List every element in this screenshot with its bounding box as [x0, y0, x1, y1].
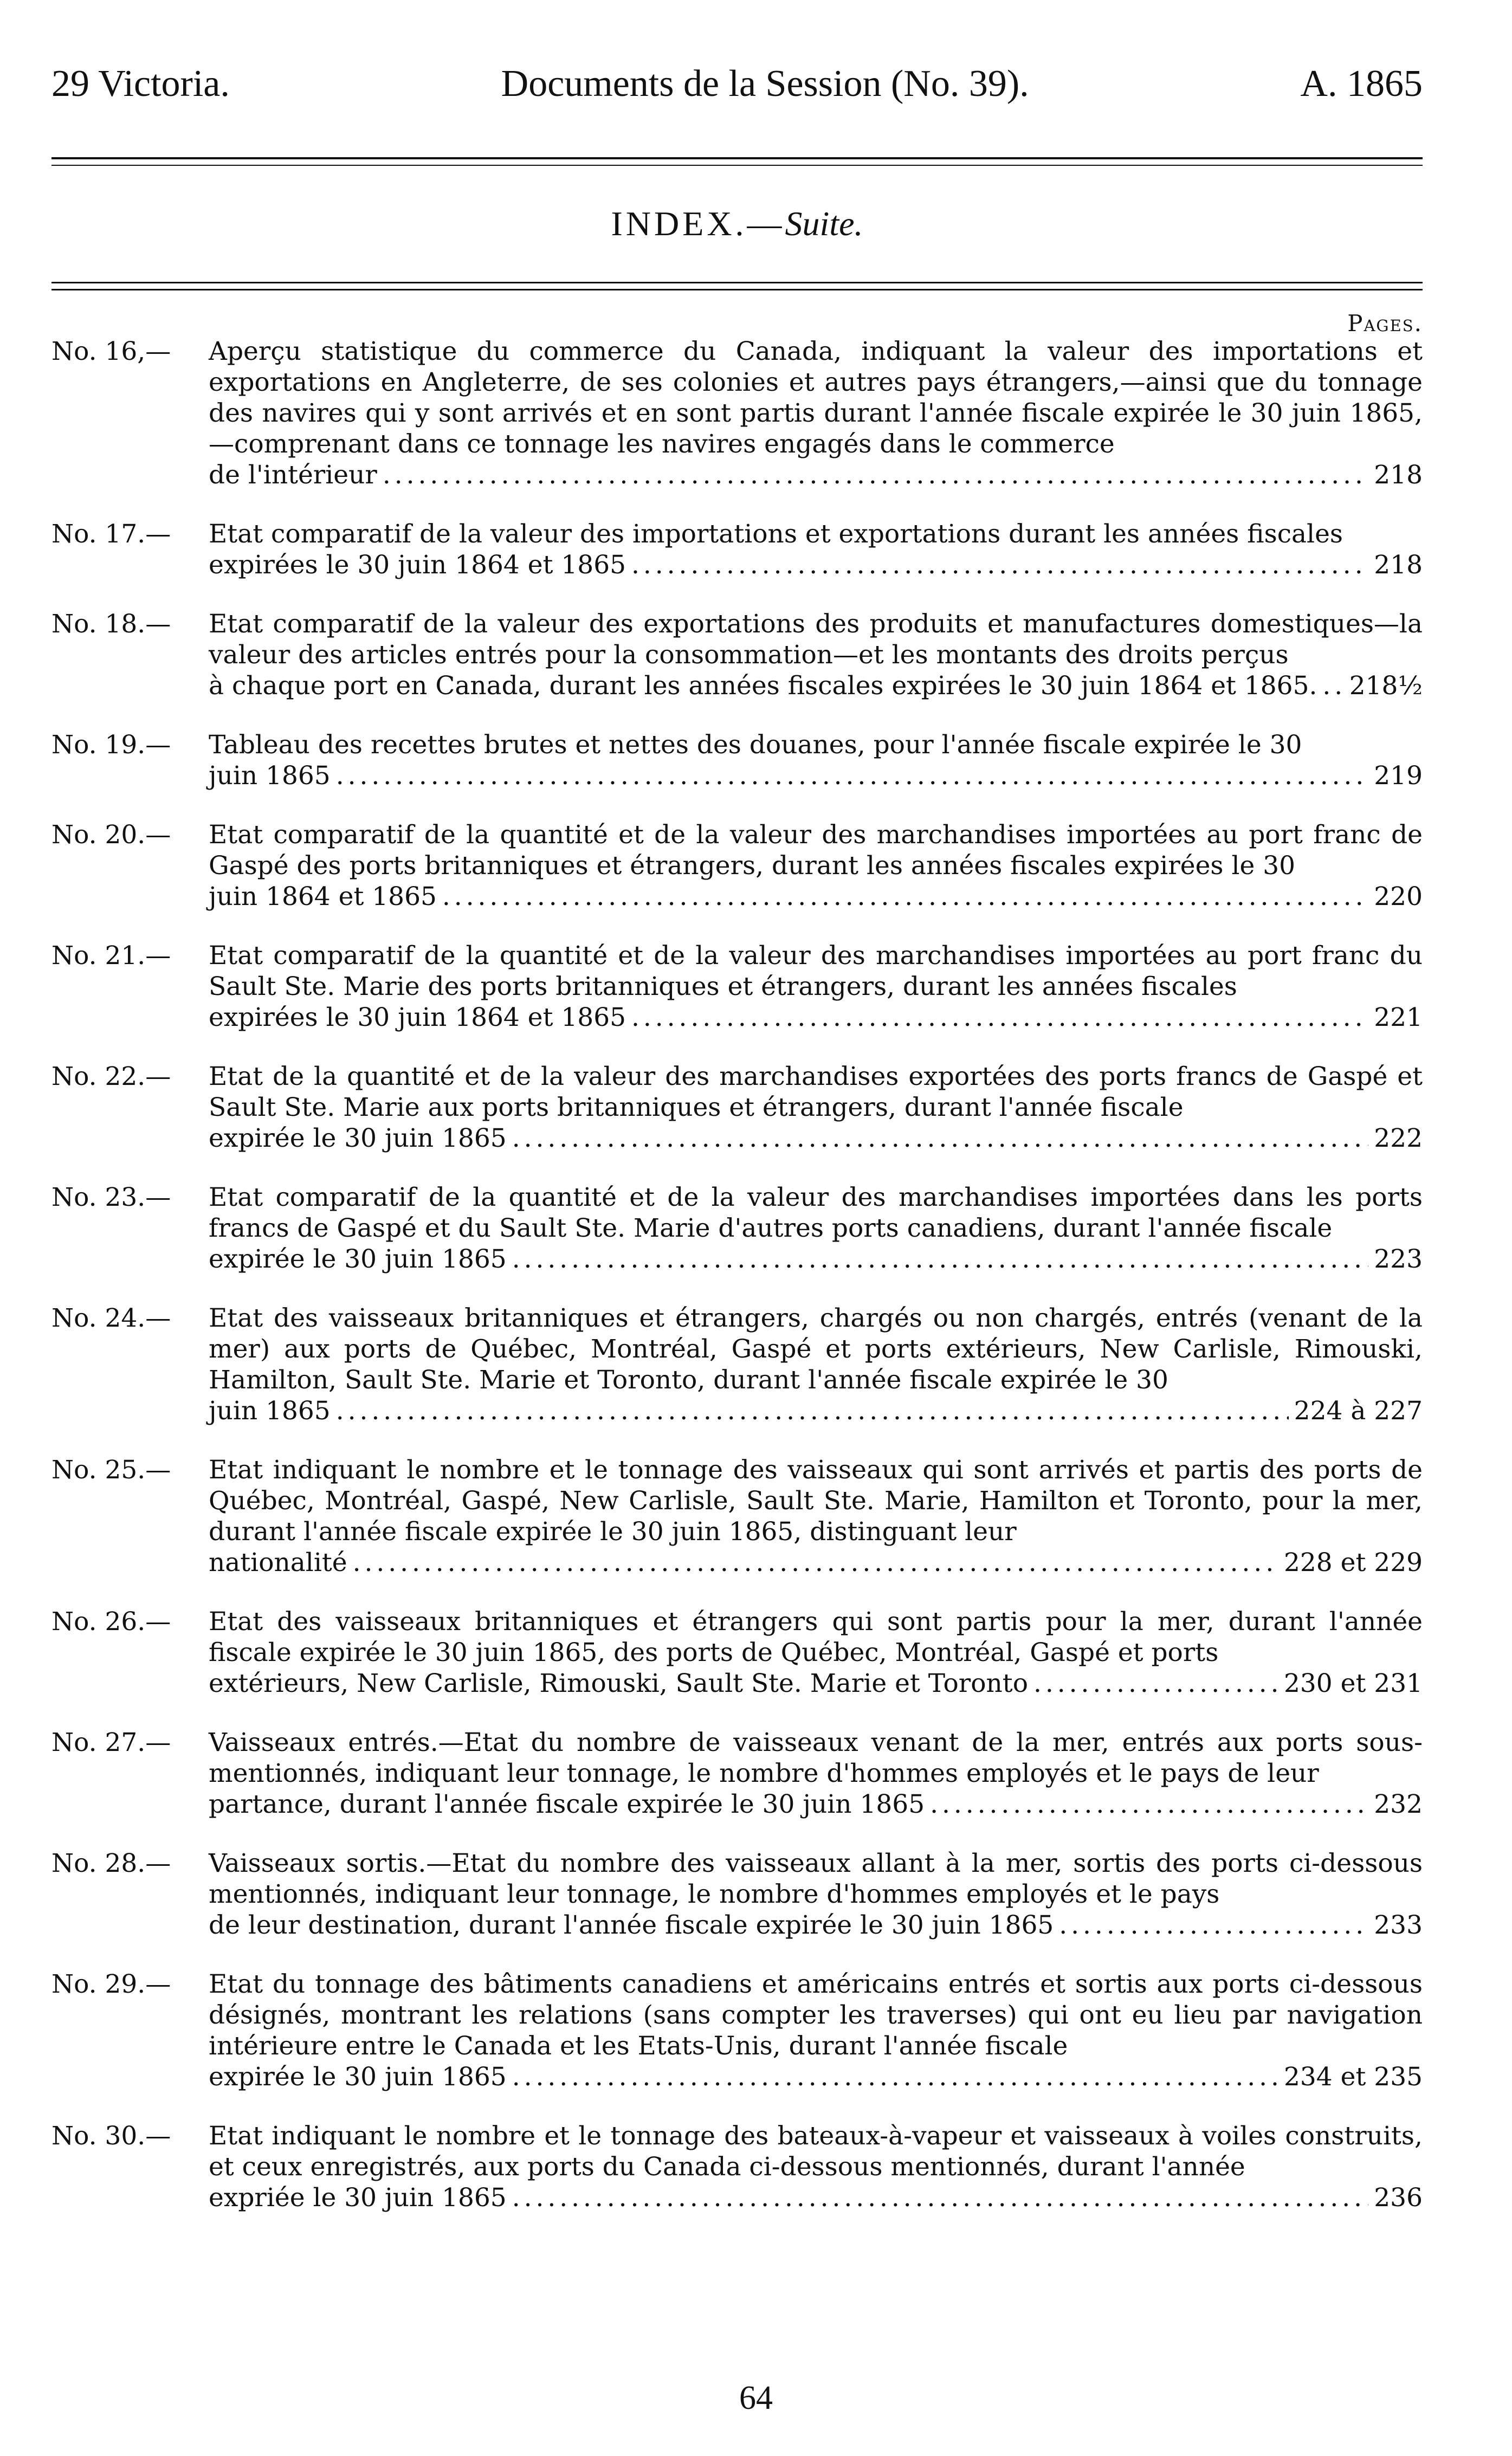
entry-last-text: expriée le 30 juin 1865 [209, 2183, 507, 2213]
entry-last-line [209, 670, 1423, 701]
entry-number: No. 25.— [51, 1455, 171, 1485]
dot-leader [512, 1123, 1369, 1154]
entry-number: No. 27.— [51, 1728, 171, 1757]
running-header [51, 65, 1423, 103]
dot-leader [336, 1395, 1289, 1426]
entry-page-reference: 224 à 227 [1294, 1396, 1423, 1426]
entry-last-text: expirée le 30 juin 1865 [209, 2062, 507, 2092]
index-entry [51, 1303, 1423, 1426]
entry-last-text: expirées le 30 juin 1864 et 1865 [209, 550, 626, 580]
entry-last-text: juin 1865 [209, 761, 331, 791]
page [51, 65, 1423, 2241]
index-entry [51, 1848, 1423, 1941]
entry-last-line [209, 1547, 1423, 1578]
index-entry [51, 519, 1423, 580]
entry-last-text: expirées le 30 juin 1864 et 1865 [209, 1003, 626, 1032]
entry-description: Etat comparatif de la valeur des importations et exportations durant les années fiscales [209, 519, 1343, 549]
entry-description: Etat comparatif de la quantité et de la valeur des marchandises importées dans les ports francs de Gaspé et du Sault Ste. Marie d'autres ports canadiens, durant l'année fiscale [209, 1182, 1423, 1243]
entry-page-reference: 236 [1374, 2183, 1423, 2213]
entry-description: Etat comparatif de la quantité et de la valeur des marchandises importées au port franc du Sault Ste. Marie des ports britanniques et étrangers, durant les années fiscales [209, 941, 1423, 1001]
header-rule [51, 157, 1423, 166]
entry-description: Tableau des recettes brutes et nettes des douanes, pour l'année fiscale expirée le 30 [209, 730, 1302, 760]
entry-last-text: de l'intérieur [209, 460, 377, 490]
index-entry [51, 729, 1423, 791]
index-title-suite: Suite. [785, 204, 863, 243]
entry-last-line [209, 1668, 1423, 1699]
entry-last-line [209, 1123, 1423, 1154]
entry-description: Etat du tonnage des bâtiments canadiens et américains entrés et sortis aux ports ci-dessous désignés, montrant les relations (sans compter les traverses) qui ont eu lieu par navigation intérieure entre le Canada et les Etats-Unis, durant l'année fiscale [209, 1969, 1423, 2061]
entry-page-reference: 218 [1374, 550, 1423, 580]
dot-leader [383, 460, 1368, 490]
entry-number: No. 21.— [51, 941, 171, 971]
header-left: 29 Victoria. [51, 63, 230, 105]
entry-description: Etat comparatif de la valeur des exportations des produits et manufactures domestiques—la valeur des articles entrés pour la consommation—et les montants des droits perçus [209, 609, 1423, 670]
pages-column-label: Pages. [1347, 310, 1423, 337]
entry-page-reference: 233 [1374, 1910, 1423, 1940]
entry-page-reference: 234 et 235 [1284, 2062, 1423, 2092]
dot-leader [353, 1547, 1278, 1578]
entry-description: Vaisseaux entrés.—Etat du nombre de vaisseaux venant de la mer, entrés aux ports sous-mentionnés, indiquant leur tonnage, le nombre d'hommes employés et le pays de leur [209, 1728, 1423, 1788]
entry-number: No. 28.— [51, 1849, 171, 1878]
index-entry [51, 1061, 1423, 1154]
dot-leader [1033, 1668, 1278, 1699]
entry-last-line [209, 2061, 1423, 2092]
entry-page-reference: 222 [1374, 1123, 1423, 1153]
index-entry [51, 1606, 1423, 1699]
entry-description: Vaisseaux sortis.—Etat du nombre des vaisseaux allant à la mer, sortis des ports ci-dessous mentionnés, indiquant leur tonnage, le nombre d'hommes employés et le pays [209, 1849, 1423, 1909]
entry-number: No. 29.— [51, 1969, 171, 1999]
dot-leader [930, 1789, 1368, 1820]
entry-page-reference: 218½ [1349, 671, 1423, 701]
entry-last-text: partance, durant l'année fiscale expirée le 30 juin 1865 [209, 1789, 925, 1819]
entry-last-line [209, 760, 1423, 791]
entry-page-reference: 232 [1374, 1789, 1423, 1819]
dot-leader [442, 881, 1368, 912]
entry-last-text: expirée le 30 juin 1865 [209, 1123, 507, 1153]
header-right: A. 1865 [1300, 63, 1423, 105]
entry-page-reference: 223 [1374, 1244, 1423, 1274]
index-entry [51, 1182, 1423, 1275]
index-entries [51, 336, 1423, 2213]
entry-number: No. 19.— [51, 730, 171, 760]
index-entry [51, 940, 1423, 1033]
index-entry [51, 819, 1423, 912]
entry-page-reference: 220 [1374, 882, 1423, 912]
dot-leader [1059, 1910, 1368, 1941]
entry-last-line [209, 1910, 1423, 1941]
dot-leader [336, 760, 1369, 791]
entry-last-line [209, 1789, 1423, 1820]
dot-leader [1322, 670, 1343, 701]
entry-last-text: juin 1865 [209, 1396, 331, 1426]
entry-description: Etat des vaisseaux britanniques et étrangers, chargés ou non chargés, entrés (venant de la mer) aux ports de Québec, Montréal, Gaspé et ports extérieurs, New Carlisle, Rimouski, Hamilton, Sault Ste. Marie et Toronto, durant l'année fiscale expirée le 30 [209, 1303, 1423, 1395]
entry-last-text: extérieurs, New Carlisle, Rimouski, Sault Ste. Marie et Toronto [209, 1669, 1028, 1698]
entry-description: Etat indiquant le nombre et le tonnage des vaisseaux qui sont arrivés et partis des ports de Québec, Montréal, Gaspé, New Carlisle, Sault Ste. Marie, Hamilton et Toronto, pour la mer, durant l'année fiscale expirée le 30 juin 1865, distinguant leur [209, 1455, 1423, 1547]
entry-last-text: à chaque port en Canada, durant les années fiscales expirées le 30 juin 1864 et 1865. [209, 671, 1317, 701]
entry-number: No. 23.— [51, 1182, 171, 1212]
entry-page-reference: 228 et 229 [1284, 1548, 1423, 1578]
entry-number: No. 20.— [51, 820, 171, 850]
entry-last-line [209, 1002, 1423, 1033]
title-rule [51, 282, 1423, 290]
entry-description: Etat des vaisseaux britanniques et étrangers qui sont partis pour la mer, durant l'année fiscale expirée le 30 juin 1865, des ports de Québec, Montréal, Gaspé et ports [209, 1607, 1423, 1668]
entry-last-text: juin 1864 et 1865 [209, 882, 437, 912]
entry-page-reference: 230 et 231 [1284, 1669, 1423, 1698]
entry-last-text: nationalité [209, 1548, 347, 1578]
dot-leader [631, 550, 1368, 580]
entry-last-line [209, 1244, 1423, 1275]
index-title-main: INDEX.— [611, 204, 785, 243]
dot-leader [631, 1002, 1368, 1033]
entry-last-line [209, 2182, 1423, 2213]
entry-last-line [209, 460, 1423, 490]
dot-leader [512, 1244, 1369, 1275]
index-entry [51, 609, 1423, 701]
entry-number: No. 26.— [51, 1607, 171, 1637]
entry-last-line [209, 550, 1423, 580]
entry-number: No. 24.— [51, 1303, 171, 1333]
entry-number: No. 18.— [51, 609, 171, 639]
entry-number: No. 30.— [51, 2121, 171, 2151]
dot-leader [512, 2182, 1369, 2213]
index-entry [51, 2121, 1423, 2213]
index-entry [51, 1455, 1423, 1578]
entry-number: No. 17.— [51, 519, 171, 549]
dot-leader [512, 2061, 1278, 2092]
header-center: Documents de la Session (No. 39). [501, 63, 1029, 105]
entry-description: Aperçu statistique du commerce du Canada, indiquant la valeur des importations et exportations en Angleterre, de ses colonies et autres pays étrangers,—ainsi que du tonnage des navires qui y sont arrivés et en sont partis durant l'année fiscale expirée le 30 juin 1865,—comprenant dans ce tonnage les navires engagés dans le commerce [209, 337, 1423, 459]
page-number: 64 [739, 2380, 773, 2416]
entry-number: No. 16,— [51, 337, 171, 366]
entry-description: Etat indiquant le nombre et le tonnage des bateaux-à-vapeur et vaisseaux à voiles construits, et ceux enregistrés, aux ports du Canada ci-dessous mentionnés, durant l'année [209, 2121, 1423, 2182]
entry-last-text: expirée le 30 juin 1865 [209, 1244, 507, 1274]
entry-page-reference: 218 [1374, 460, 1423, 490]
entry-page-reference: 219 [1374, 761, 1423, 791]
entry-last-text: de leur destination, durant l'année fiscale expirée le 30 juin 1865 [209, 1910, 1054, 1940]
index-entry [51, 336, 1423, 490]
entry-last-line [209, 881, 1423, 912]
entry-last-line [209, 1395, 1423, 1426]
entry-description: Etat de la quantité et de la valeur des marchandises exportées des ports francs de Gaspé et Sault Ste. Marie aux ports britanniques et étrangers, durant l'année fiscale [209, 1062, 1423, 1122]
entry-description: Etat comparatif de la quantité et de la valeur des marchandises importées au port franc de Gaspé des ports britanniques et étrangers, durant les années fiscales expirées le 30 [209, 820, 1423, 881]
entry-number: No. 22.— [51, 1062, 171, 1091]
index-entry [51, 1727, 1423, 1820]
index-title [51, 204, 1423, 244]
index-entry [51, 1969, 1423, 2092]
entry-page-reference: 221 [1374, 1003, 1423, 1032]
